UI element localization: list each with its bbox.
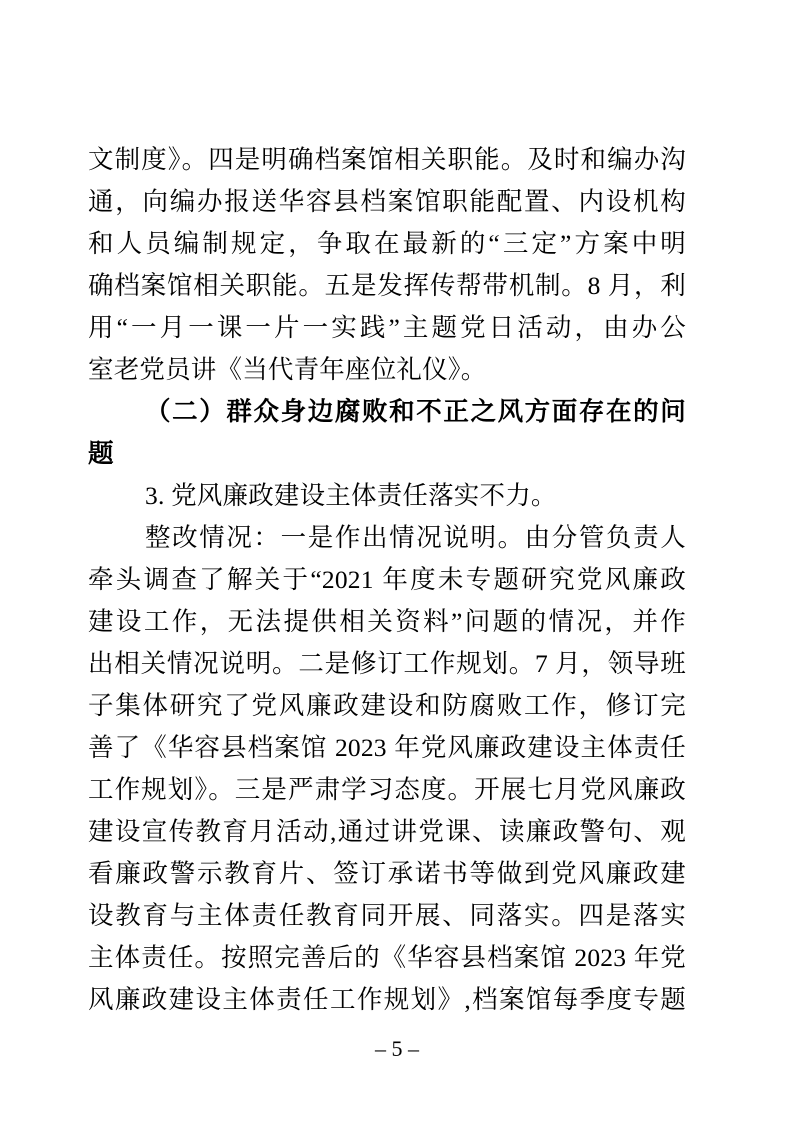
text-line: （二）群众身边腐败和不正之风方面存在的问 <box>145 397 686 426</box>
text-line: 和人员编制规定，争取在最新的“三定”方案中明 <box>88 229 686 258</box>
text-line: 整改情况：一是作出情况说明。由分管负责人 <box>145 523 686 552</box>
text-line: 通，向编办报送华容县档案馆职能配置、内设机构 <box>88 187 686 216</box>
paragraph-continuation-measures <box>88 139 686 391</box>
page-number: – 5 – <box>375 1036 419 1061</box>
text-line: 设教育与主体责任教育同开展、同落实。四是落实 <box>88 901 686 930</box>
text-line: 看廉政警示教育片、签订承诺书等做到党风廉政建 <box>88 859 686 888</box>
text-line: 子集体研究了党风廉政建设和防腐败工作，修订完 <box>88 691 686 720</box>
text-line: 主体责任。按照完善后的《华容县档案馆 2023 年党 <box>88 943 686 972</box>
text-line: 确档案馆相关职能。五是发挥传帮带机制。8 月，利 <box>88 271 686 300</box>
text-line: 文制度》。四是明确档案馆相关职能。及时和编办沟 <box>88 145 686 174</box>
text-line: 题 <box>88 439 114 468</box>
text-line: 牵头调查了解关于“2021 年度未专题研究党风廉政 <box>88 565 686 594</box>
paragraph-rectification-status <box>88 517 686 1021</box>
text-line: 风廉政建设主体责任工作规划》,档案馆每季度专题 <box>88 985 686 1014</box>
paragraph-item-3 <box>88 475 686 517</box>
text-line: 室老党员讲《当代青年座位礼仪》。 <box>88 355 487 384</box>
text-line: 3. 党风廉政建设主体责任落实不力。 <box>145 481 557 510</box>
text-line: 用“一月一课一片一实践”主题党日活动，由办公 <box>88 313 686 342</box>
text-line: 工作规划》。三是严肃学习态度。开展七月党风廉政 <box>88 775 686 804</box>
text-line: 善了《华容县档案馆 2023 年党风廉政建设主体责任 <box>88 733 686 762</box>
document-body <box>88 139 686 1021</box>
text-line: 出相关情况说明。二是修订工作规划。7 月，领导班 <box>88 649 686 678</box>
text-line: 建设宣传教育月活动,通过讲党课、读廉政警句、观 <box>88 817 686 846</box>
heading-section-two <box>88 391 686 475</box>
text-line: 建设工作，无法提供相关资料”问题的情况，并作 <box>88 607 686 636</box>
